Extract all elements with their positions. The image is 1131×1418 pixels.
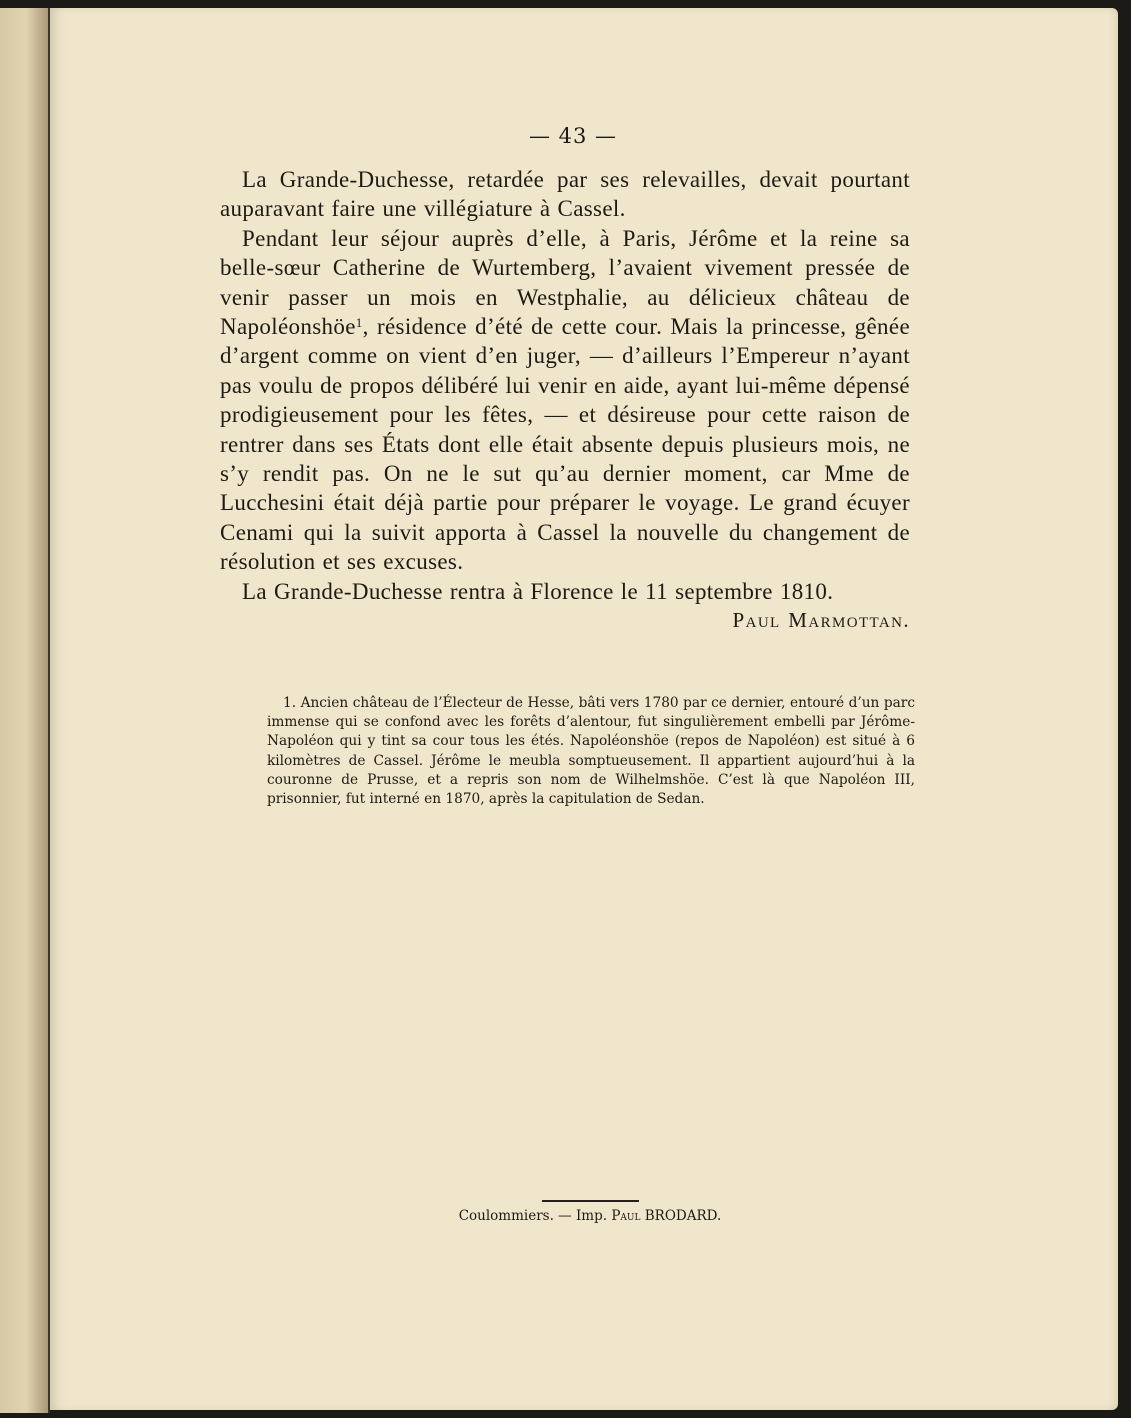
paragraph-2-after-note: , résidence d’été de cette cour. Mais la princesse, gênée d’argent comme on vient d’en juger, — d’ailleurs l’Empereur n’ayant pas voulu de propos délibéré lui venir en aide, ayant lui-même dépensé prodigieusement pour les fêtes, — et désireuse pour cette raison de rentrer dans ses États dont elle était absente depuis plusieurs mois, ne s’y rendit pas. On ne le sut qu’au dernier moment, car Mme de Lucchesini était déjà partie pour préparer le voyage. Le grand écuyer Cenami qui la suivit apporta à Cassel la nouvelle du changement de résolution et ses excuses.: [220, 314, 910, 575]
printer-imprint: [320, 1207, 860, 1225]
footnote-reference-1[interactable]: 1: [355, 315, 363, 331]
imprint-rule: [542, 1200, 639, 1202]
imprint-location: Coulommiers. — Imp.: [458, 1208, 612, 1224]
printer-name: BRODARD.: [640, 1208, 722, 1224]
paragraph-1: La Grande-Duchesse, retardée par ses relevailles, devait pourtant auparavant faire une villégiature à Cassel.: [220, 167, 910, 222]
footnote: [267, 694, 915, 809]
paragraph-2-before-note: Pendant leur séjour auprès d’elle, à Paris, Jérôme et la reine sa belle-sœur Catherine de Wurtemberg, l’avaient vivement pressée de venir passer un mois en Westphalie, au délicieux château de Napoléonshöe: [220, 225, 910, 340]
footnote-1: 1. Ancien château de l’Électeur de Hesse, bâti vers 1780 par ce dernier, entouré d’un parc immense qui se confond avec les forêts d’alentour, fut singulièrement embelli par Jérôme-Napoléon qui y tint sa cour tous les étés. Napoléonshöe (repos de Napoléon) est situé à 6 kilomètres de Cassel. Jérôme le meubla somptueusement. Il appartient aujourd’hui à la couronne de Prusse, et a repris son nom de Wilhelmshöe. C’est là que Napoléon III, prisonnier, fut interné en 1870, après la capitulation de Sedan.: [267, 695, 915, 808]
printer-first-name: Paul: [611, 1208, 641, 1224]
page-number: — 43 —: [528, 124, 618, 148]
paragraph-3: La Grande-Duchesse rentra à Florence le 11 septembre 1810.: [242, 578, 834, 604]
book-page: [50, 8, 1118, 1410]
main-text: [220, 165, 910, 636]
paragraph-2: [220, 224, 910, 577]
facing-page-edge: [0, 8, 50, 1413]
author-signature: Paul Marmottan.: [732, 608, 910, 633]
